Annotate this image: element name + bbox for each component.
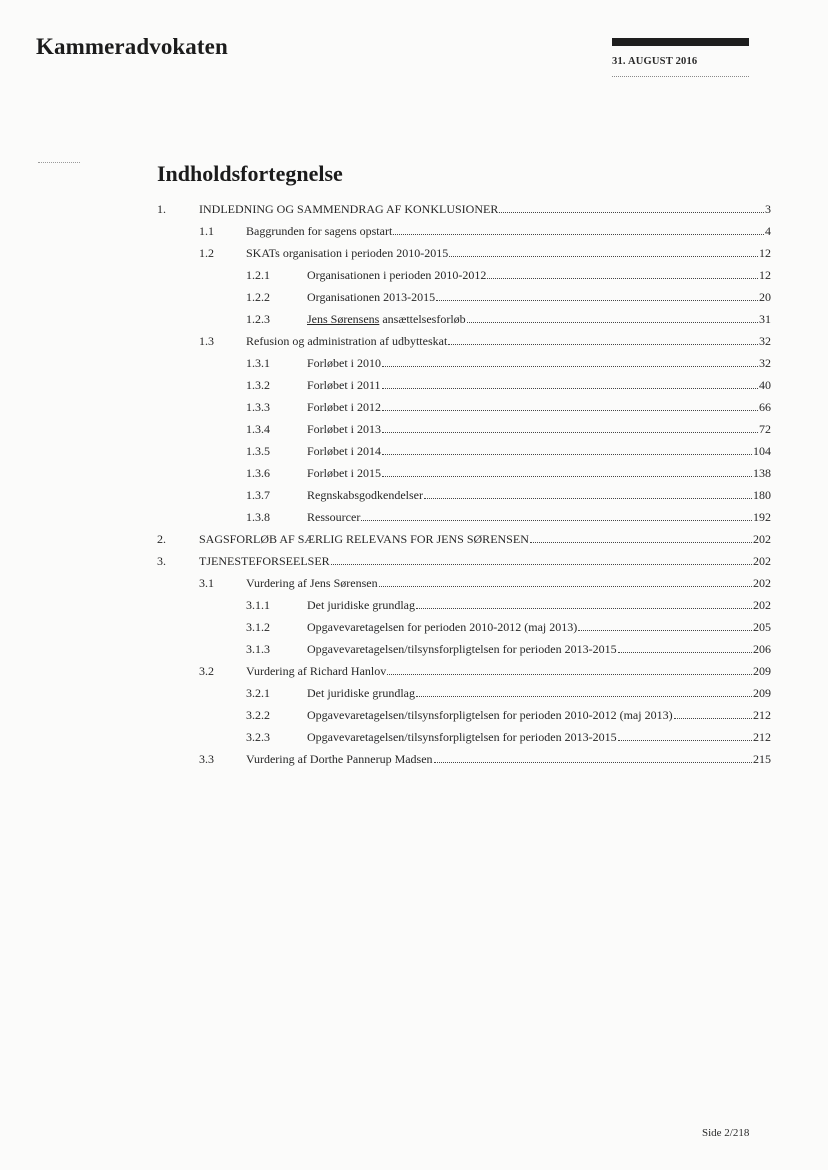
toc-entry-line [307,466,771,481]
document-date: 31. AUGUST 2016 [612,56,698,67]
toc-entry-line [307,268,771,283]
toc-leader-dots [499,202,764,213]
toc-entry-title: Opgavevaretagelsen/tilsynsforpligtelsen for perioden 2013-2015 [307,642,617,656]
toc-entry[interactable] [0,726,828,748]
toc-leader-dots [487,268,758,279]
toc-entry-page: 202 [753,554,771,568]
toc-entry-page: 215 [753,752,771,766]
toc-entry[interactable] [0,550,828,572]
toc-leader-dots [434,752,752,763]
toc-entry-page: 202 [753,532,771,546]
toc-entry-number: 3.1.2 [246,620,270,634]
toc-leader-dots [382,444,752,455]
toc-entry-page: 32 [759,356,771,370]
toc-entry-line [307,598,771,613]
toc-entry[interactable] [0,638,828,660]
toc-leader-dots [448,334,758,345]
toc-entry-number: 1. [157,202,166,216]
toc-entry-title: Forløbet i 2012 [307,400,381,414]
toc-entry-title: Opgavevaretagelsen for perioden 2010-2012 (maj 2013) [307,620,578,634]
toc-entry-number: 1.3.3 [246,400,270,414]
toc-entry[interactable] [0,396,828,418]
table-of-contents [0,198,828,770]
toc-entry-title: Det juridiske grundlag [307,598,415,612]
toc-entry[interactable] [0,462,828,484]
toc-entry-page: 31 [759,312,771,326]
toc-entry[interactable] [0,264,828,286]
toc-entry-number: 3.1.3 [246,642,270,656]
toc-entry-title: Vurdering af Jens Sørensen [246,576,378,590]
toc-entry-page: 206 [753,642,771,656]
toc-entry-title: Forløbet i 2010 [307,356,381,370]
toc-entry[interactable] [0,440,828,462]
toc-leader-dots [379,576,752,587]
toc-entry-number: 1.3.5 [246,444,270,458]
toc-entry-page: 12 [759,268,771,282]
toc-entry-title: Forløbet i 2014 [307,444,381,458]
toc-entry-title-underlined: Jens Sørensens [307,312,380,326]
toc-entry[interactable] [0,572,828,594]
toc-entry-number: 3.2.2 [246,708,270,722]
toc-leader-dots [424,488,752,499]
toc-entry-line [246,224,771,239]
toc-entry-line [199,202,771,217]
toc-leader-dots [618,730,752,741]
toc-leader-dots [382,356,758,367]
page-number: Side 2/218 [702,1127,750,1139]
toc-entry-line [307,444,771,459]
toc-entry-title: Opgavevaretagelsen/tilsynsforpligtelsen for perioden 2010-2012 (maj 2013) [307,708,673,722]
toc-entry-title: Vurdering af Dorthe Pannerup Madsen [246,752,433,766]
toc-entry[interactable] [0,616,828,638]
toc-entry-page: 40 [759,378,771,392]
toc-entry-line [246,664,771,679]
toc-entry-line [307,730,771,745]
toc-entry-page: 66 [759,400,771,414]
toc-entry-page: 104 [753,444,771,458]
toc-leader-dots [382,400,758,411]
toc-entry-page: 192 [753,510,771,524]
toc-leader-dots [382,466,752,477]
toc-entry-page: 3 [765,202,771,216]
toc-leader-dots [674,708,752,719]
toc-entry-number: 3.1.1 [246,598,270,612]
toc-entry-line [307,510,771,525]
toc-entry-number: 2. [157,532,166,546]
toc-entry[interactable] [0,594,828,616]
toc-entry-page: 205 [753,620,771,634]
toc-entry-line [246,246,771,261]
toc-leader-dots [416,598,752,609]
toc-entry-number: 3. [157,554,166,568]
toc-entry-title: Forløbet i 2011 [307,378,381,392]
toc-entry[interactable] [0,330,828,352]
toc-leader-dots [382,378,758,389]
toc-entry[interactable] [0,352,828,374]
toc-entry-page: 20 [759,290,771,304]
toc-entry-number: 1.2.1 [246,268,270,282]
toc-leader-dots [387,664,752,675]
toc-entry-line [307,422,771,437]
toc-entry-title: SAGSFORLØB AF SÆRLIG RELEVANS FOR JENS SØRENSEN [199,532,529,546]
toc-entry-line [307,290,771,305]
toc-entry-page: 209 [753,686,771,700]
toc-entry-title: Forløbet i 2015 [307,466,381,480]
toc-entry-number: 3.1 [199,576,214,590]
toc-entry-page: 212 [753,708,771,722]
toc-entry[interactable] [0,198,828,220]
toc-entry-number: 1.3.7 [246,488,270,502]
toc-leader-dots [578,620,752,631]
toc-leader-dots [382,422,758,433]
toc-entry-number: 1.1 [199,224,214,238]
toc-entry-number: 3.2 [199,664,214,678]
toc-entry-page: 138 [753,466,771,480]
toc-leader-dots [393,224,764,235]
toc-entry[interactable] [0,308,828,330]
toc-entry[interactable] [0,286,828,308]
toc-entry-line [246,334,771,349]
toc-entry-title: Regnskabsgodkendelser [307,488,423,502]
toc-entry-number: 1.2.2 [246,290,270,304]
toc-entry-line [307,686,771,701]
toc-leader-dots [436,290,758,301]
toc-entry[interactable] [0,374,828,396]
toc-leader-dots [416,686,752,697]
toc-leader-dots [331,554,752,565]
toc-entry-line [199,532,771,547]
toc-entry-title: Refusion og administration af udbytteskat [246,334,448,348]
toc-entry-page: 32 [759,334,771,348]
toc-entry[interactable] [0,748,828,770]
toc-entry-title: Forløbet i 2013 [307,422,381,436]
toc-leader-dots [449,246,758,257]
toc-entry-page: 4 [765,224,771,238]
toc-entry-title: Organisationen i perioden 2010-2012 [307,268,487,282]
toc-entry-number: 1.2.3 [246,312,270,326]
toc-entry-title: Det juridiske grundlag [307,686,415,700]
toc-entry-page: 12 [759,246,771,260]
toc-entry-title [307,312,466,327]
toc-entry-line [307,312,771,327]
toc-entry-page: 212 [753,730,771,744]
toc-entry-title: TJENESTEFORSEELSER [199,554,330,568]
toc-entry-number: 1.3.8 [246,510,270,524]
toc-entry-page: 202 [753,598,771,612]
toc-entry-line [307,708,771,723]
toc-entry-line [307,356,771,371]
toc-entry-title: INDLEDNING OG SAMMENDRAG AF KONKLUSIONER [199,202,499,216]
toc-entry-line [307,378,771,393]
toc-entry-page: 72 [759,422,771,436]
toc-entry-title: Ressourcer [307,510,361,524]
toc-entry[interactable] [0,242,828,264]
toc-entry[interactable] [0,418,828,440]
toc-entry-number: 1.3.6 [246,466,270,480]
toc-entry-line [246,576,771,591]
toc-leader-dots [467,312,758,323]
toc-entry-page: 209 [753,664,771,678]
toc-leader-dots [618,642,752,653]
toc-entry[interactable] [0,704,828,726]
margin-mark [38,162,80,163]
toc-entry-number: 1.3 [199,334,214,348]
toc-heading: Indholdsfortegnelse [157,161,343,186]
toc-entry-number: 3.2.3 [246,730,270,744]
toc-entry-number: 1.3.1 [246,356,270,370]
toc-entry-title: Vurdering af Richard Hanlov [246,664,387,678]
toc-entry[interactable] [0,682,828,704]
toc-entry-number: 3.2.1 [246,686,270,700]
toc-entry[interactable] [0,660,828,682]
toc-entry-number: 3.3 [199,752,214,766]
toc-entry-number: 1.3.2 [246,378,270,392]
toc-entry-line [307,620,771,635]
toc-entry[interactable] [0,484,828,506]
toc-entry-page: 180 [753,488,771,502]
toc-leader-dots [361,510,752,521]
toc-entry-title: Organisationen 2013-2015 [307,290,436,304]
toc-entry[interactable] [0,528,828,550]
firm-name: Kammeradvokaten [36,34,228,59]
toc-entry-line [307,488,771,503]
toc-entry-title-rest: ansættelsesforløb [379,312,466,326]
toc-entry-line [307,642,771,657]
toc-entry[interactable] [0,506,828,528]
header-rule [612,76,749,77]
toc-entry-title: SKATs organisation i perioden 2010-2015 [246,246,449,260]
toc-entry-line [199,554,771,569]
header-bar [612,38,749,46]
toc-entry-title: Opgavevaretagelsen/tilsynsforpligtelsen for perioden 2013-2015 [307,730,617,744]
toc-entry[interactable] [0,220,828,242]
toc-entry-line [307,400,771,415]
toc-entry-page: 202 [753,576,771,590]
toc-entry-title: Baggrunden for sagens opstart [246,224,393,238]
toc-entry-number: 1.3.4 [246,422,270,436]
toc-entry-number: 1.2 [199,246,214,260]
toc-entry-line [246,752,771,767]
toc-leader-dots [530,532,752,543]
